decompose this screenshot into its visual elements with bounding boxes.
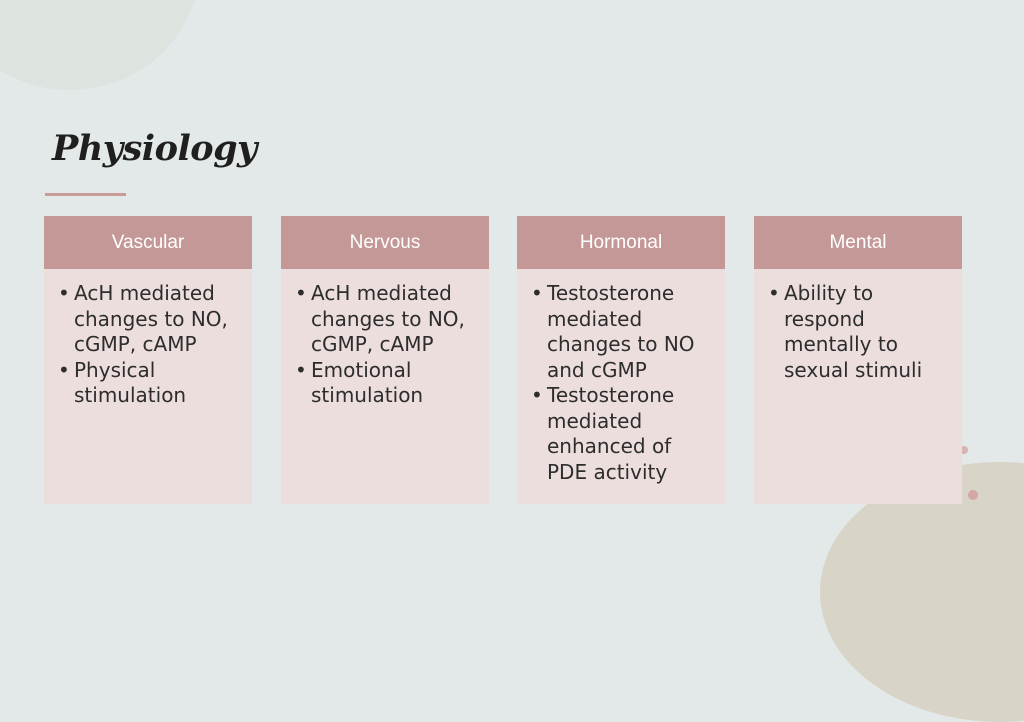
card-mental: [754, 216, 962, 504]
card-header: Hormonal: [517, 216, 725, 269]
bullet-icon: •: [531, 281, 543, 305]
list-item: [293, 358, 481, 409]
card-nervous: [281, 216, 489, 504]
list-item: [56, 358, 244, 409]
bullet-icon: •: [58, 281, 70, 305]
bullet-icon: •: [531, 383, 543, 407]
bullet-icon: •: [58, 357, 70, 382]
list-item-text: Testosterone mediated changes to NO and cGMP: [547, 281, 695, 382]
card-list: [44, 269, 252, 409]
list-item-text: Ability to respond mentally to sexual stimuli: [784, 281, 923, 382]
bullet-icon: •: [295, 281, 307, 305]
page-title: Physiology: [52, 128, 257, 169]
card-list: [281, 269, 489, 409]
card-header: Nervous: [281, 216, 489, 269]
list-item-text: Physical stimulation: [74, 357, 187, 407]
title-underline: [45, 193, 126, 196]
list-item-text: Testosterone mediated enhanced of PDE activity: [547, 383, 675, 484]
list-item: [56, 281, 244, 358]
bullet-icon: •: [768, 281, 780, 305]
card-header: Vascular: [44, 216, 252, 269]
card-list: [517, 269, 725, 485]
list-item-text: Emotional stimulation: [311, 357, 424, 407]
list-item-text: AcH mediated changes to NO, cGMP, cAMP: [74, 281, 228, 356]
list-item: [529, 281, 717, 383]
bullet-icon: •: [295, 357, 307, 382]
list-item: [529, 383, 717, 485]
list-item-text: AcH mediated changes to NO, cGMP, cAMP: [311, 281, 465, 356]
list-item: [293, 281, 481, 358]
decorative-blob-top-left: [0, 0, 200, 90]
card-hormonal: [517, 216, 725, 504]
card-list: [754, 269, 962, 383]
card-header: Mental: [754, 216, 962, 269]
card-vascular: [44, 216, 252, 504]
list-item: [766, 281, 954, 383]
